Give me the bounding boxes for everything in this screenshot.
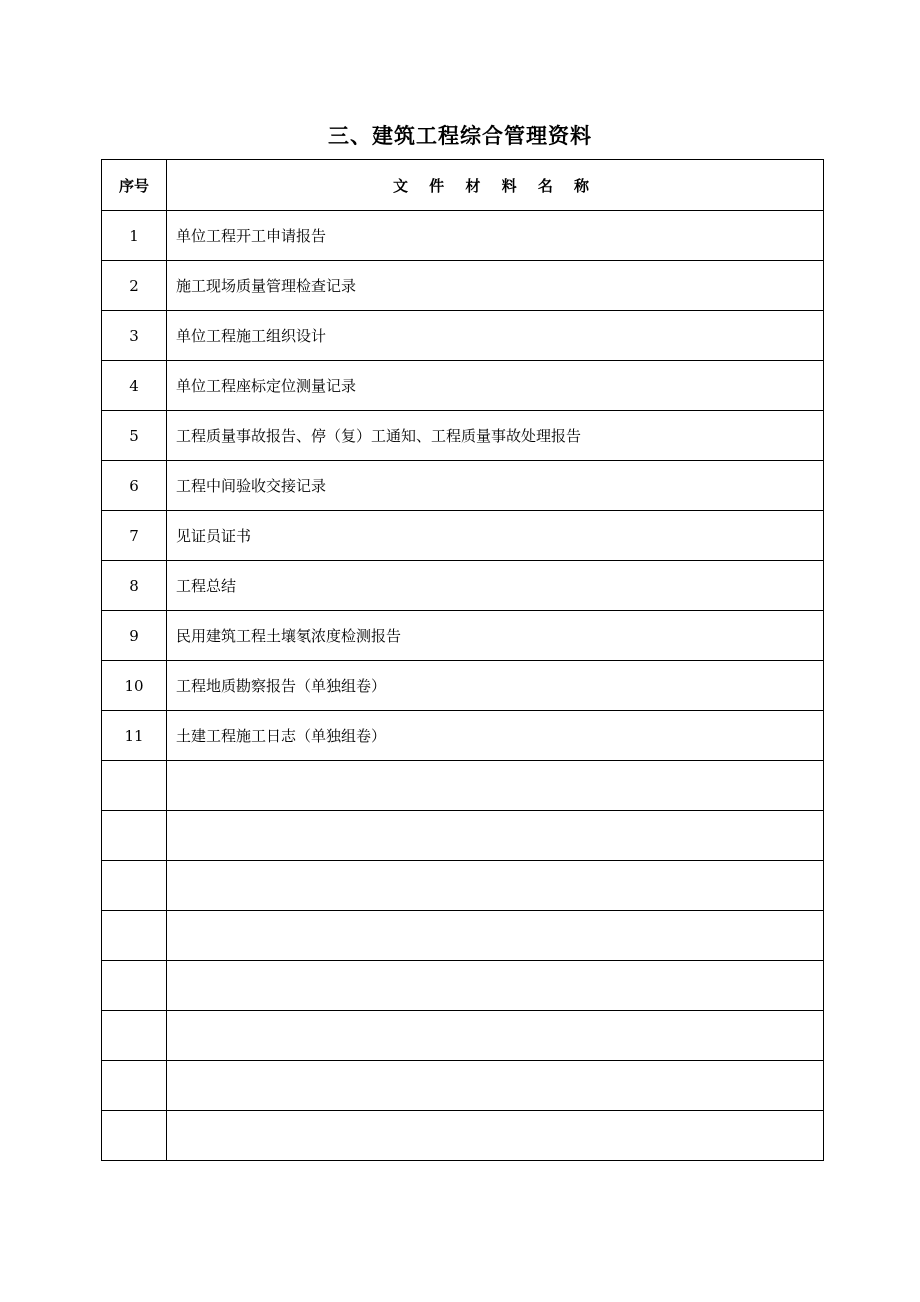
row-document-name: 单位工程座标定位测量记录: [167, 361, 824, 411]
table-row: [102, 211, 824, 261]
row-document-name: 民用建筑工程土壤氡浓度检测报告: [167, 611, 824, 661]
row-serial-number: 6: [102, 461, 167, 511]
row-document-name: [167, 811, 824, 861]
row-serial-number: [102, 1011, 167, 1061]
row-serial-number: [102, 811, 167, 861]
table-row: [102, 761, 824, 811]
table-header-row: [102, 160, 824, 211]
table-row: [102, 261, 824, 311]
table-row: [102, 461, 824, 511]
table-row: [102, 411, 824, 461]
row-document-name: 单位工程开工申请报告: [167, 211, 824, 261]
row-serial-number: [102, 861, 167, 911]
row-serial-number: [102, 1111, 167, 1161]
row-serial-number: 3: [102, 311, 167, 361]
table-row: [102, 1061, 824, 1111]
row-document-name: [167, 861, 824, 911]
row-serial-number: 11: [102, 711, 167, 761]
row-document-name: 工程质量事故报告、停（复）工通知、工程质量事故处理报告: [167, 411, 824, 461]
row-document-name: 工程中间验收交接记录: [167, 461, 824, 511]
table-body: [102, 211, 824, 1161]
row-serial-number: 7: [102, 511, 167, 561]
header-document-name: 文 件 材 料 名 称: [167, 160, 824, 211]
row-document-name: [167, 911, 824, 961]
row-serial-number: 9: [102, 611, 167, 661]
row-document-name: [167, 1061, 824, 1111]
table-row: [102, 661, 824, 711]
table-row: [102, 1011, 824, 1061]
row-document-name: 单位工程施工组织设计: [167, 311, 824, 361]
row-document-name: [167, 761, 824, 811]
page-title: 三、建筑工程综合管理资料: [328, 124, 592, 148]
table-row: [102, 711, 824, 761]
row-document-name: 施工现场质量管理检查记录: [167, 261, 824, 311]
table-row: [102, 861, 824, 911]
document-table: [101, 159, 824, 1161]
row-document-name: [167, 961, 824, 1011]
row-serial-number: 2: [102, 261, 167, 311]
row-serial-number: 8: [102, 561, 167, 611]
table-row: [102, 611, 824, 661]
row-serial-number: [102, 911, 167, 961]
row-serial-number: 10: [102, 661, 167, 711]
table-row: [102, 561, 824, 611]
row-serial-number: [102, 1061, 167, 1111]
row-serial-number: 1: [102, 211, 167, 261]
row-document-name: [167, 1011, 824, 1061]
table-row: [102, 1111, 824, 1161]
row-document-name: [167, 1111, 824, 1161]
table-row: [102, 911, 824, 961]
table-row: [102, 361, 824, 411]
row-document-name: 工程地质勘察报告（单独组卷）: [167, 661, 824, 711]
row-document-name: 土建工程施工日志（单独组卷）: [167, 711, 824, 761]
row-serial-number: [102, 961, 167, 1011]
table-row: [102, 511, 824, 561]
table-row: [102, 811, 824, 861]
row-document-name: 工程总结: [167, 561, 824, 611]
table-row: [102, 961, 824, 1011]
header-serial-number: 序号: [102, 160, 167, 211]
row-serial-number: [102, 761, 167, 811]
row-serial-number: 5: [102, 411, 167, 461]
row-serial-number: 4: [102, 361, 167, 411]
row-document-name: 见证员证书: [167, 511, 824, 561]
table-row: [102, 311, 824, 361]
